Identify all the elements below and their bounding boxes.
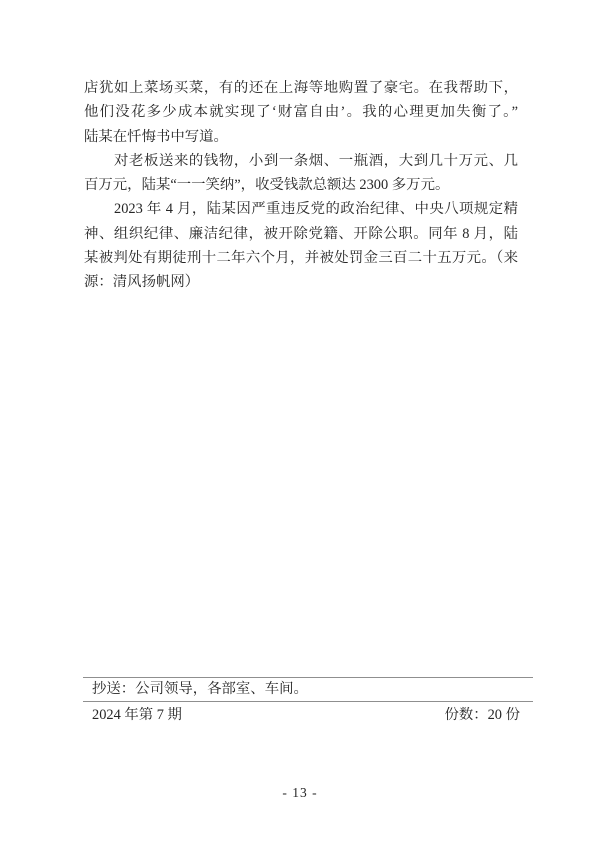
copies-label: 份数：20 份 [444, 707, 520, 723]
body-line: 神、组织纪律、廉洁纪律，被开除党籍、开除公职。同年 8 月，陆 [84, 225, 518, 242]
body-line: 百万元，陆某“一一笑纳”，收受钱款总额达 2300 多万元。 [84, 177, 450, 194]
article-body [84, 76, 518, 295]
body-line: 某被判处有期徒刑十二年六个月，并被处罚金三百二十五万元。（来 [84, 250, 518, 267]
cc-line: 抄送：公司领导，各部室、车间。 [92, 681, 308, 697]
document-footer [83, 677, 533, 724]
issue-row [83, 702, 533, 724]
body-line: 店犹如上菜场买菜，有的还在上海等地购置了豪宅。在我帮助下， [84, 80, 518, 96]
page-number: - 13 - [282, 785, 318, 800]
body-line: 源：清风扬帆网） [84, 274, 200, 291]
body-line: 陆某在忏悔书中写道。 [84, 128, 228, 145]
body-line: 对老板送来的钱物，小到一条烟、一瓶酒，大到几十万元、几 [114, 152, 518, 169]
body-line: 2023 年 4 月，陆某因严重违反党的政治纪律、中央八项规定精 [114, 201, 518, 218]
issue-label: 2024 年第 7 期 [92, 707, 182, 723]
body-line: 他们没花多少成本就实现了‘财富自由’。我的心理更加失衡了。” [84, 104, 518, 121]
